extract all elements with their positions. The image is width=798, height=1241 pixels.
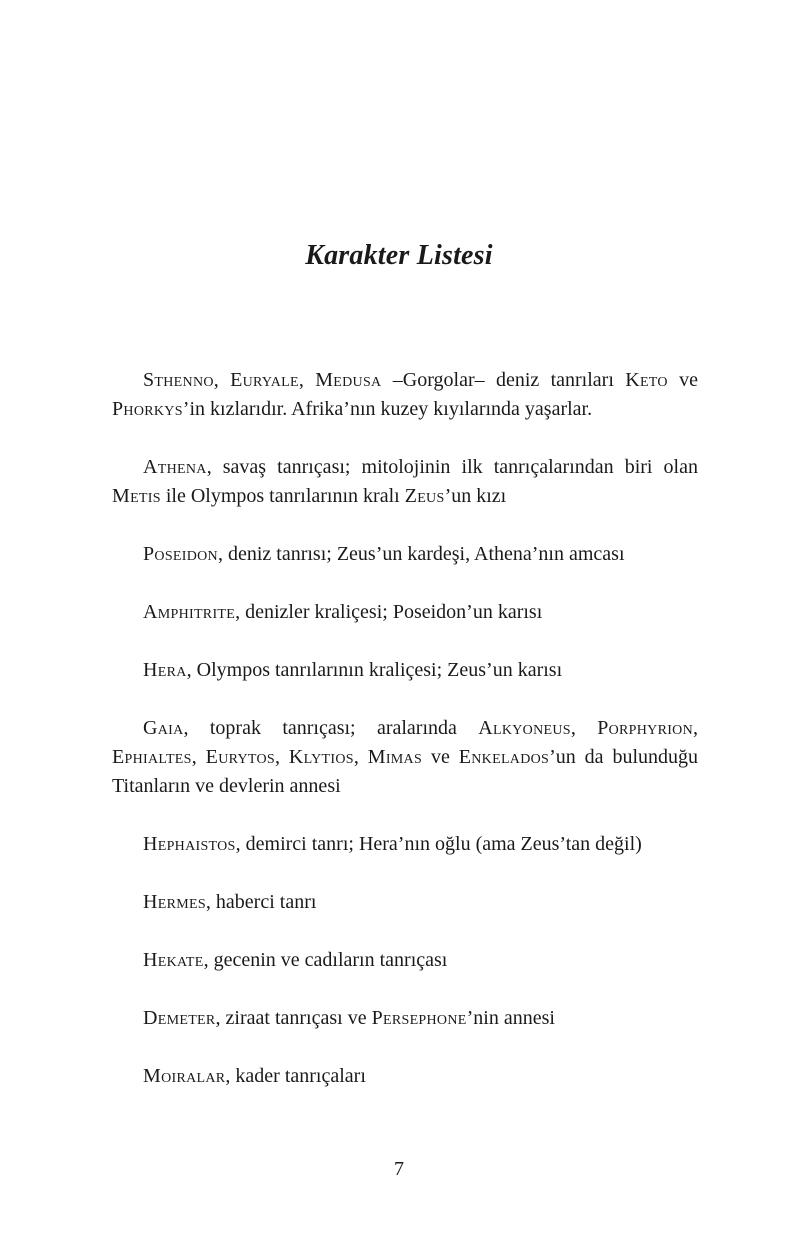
entry-text: , (274, 746, 289, 768)
entry-text: ile Olympos tanrılarının kralı (160, 485, 405, 507)
character-name: Ephialtes (112, 746, 192, 768)
character-name: Amphitrite (143, 601, 236, 623)
character-name: Alkyoneus (478, 717, 571, 739)
character-name: Hera (143, 659, 187, 681)
character-entry (112, 946, 698, 975)
character-name: Zeus (404, 485, 445, 507)
entry-text: , denizler kraliçesi; Poseidon’un karısı (235, 601, 543, 623)
entry-text: ’un da bulunduğu Titanların ve devlerin annesi (112, 746, 699, 797)
entry-text: , toprak tanrıçası; aralarında (183, 717, 479, 739)
entry-text: , gecenin ve cadıların tanrıçası (203, 949, 448, 971)
character-list (112, 366, 698, 1091)
entry-text: ve (667, 369, 699, 391)
character-name: Keto (625, 369, 668, 391)
character-name: Enkelados (458, 746, 550, 768)
entry-text: , Olympos tanrılarının kraliçesi; Zeus’un karısı (186, 659, 563, 681)
character-entry (112, 1062, 698, 1091)
entry-text: ve (422, 746, 459, 768)
character-name: Athena (143, 456, 207, 478)
entry-text: , (353, 746, 368, 768)
entry-text: ’nin annesi (466, 1007, 555, 1029)
character-name: Porphyrion (597, 717, 693, 739)
entry-text: , haberci tanrı (205, 891, 317, 913)
character-entry (112, 540, 698, 569)
character-name: Mimas (367, 746, 423, 768)
character-name: Euryale (230, 369, 299, 391)
character-name: Sthenno (143, 369, 214, 391)
entry-text: , (298, 369, 316, 391)
entry-text: , (693, 717, 698, 739)
character-name: Medusa (315, 369, 382, 391)
character-name: Gaia (143, 717, 184, 739)
entry-text: , deniz tanrısı; Zeus’un kardeşi, Athena’nın amcası (217, 543, 625, 565)
entry-text: , (213, 369, 231, 391)
character-name: Hekate (143, 949, 204, 971)
character-name: Eurytos (205, 746, 275, 768)
character-entry (112, 830, 698, 859)
entry-text: , savaş tanrıçası; mitolojinin ilk tanrıçalarından biri olan (206, 456, 698, 478)
entry-text: , demirci tanrı; Hera’nın oğlu (ama Zeus’tan değil) (235, 833, 642, 855)
character-entry (112, 453, 698, 511)
character-name: Phorkys (112, 398, 183, 420)
character-entry (112, 656, 698, 685)
entry-text: ’in kızlarıdır. Afrika’nın kuzey kıyılarında yaşarlar. (182, 398, 593, 420)
entry-text: , ziraat tanrıçası ve (215, 1007, 372, 1029)
character-name: Hephaistos (143, 833, 236, 855)
character-name: Poseidon (143, 543, 218, 565)
entry-text: –Gorgolar– deniz tanrıları (381, 369, 626, 391)
entry-text: , (570, 717, 598, 739)
page-number: 7 (394, 1158, 404, 1180)
character-entry (112, 598, 698, 627)
character-name: Moiralar (143, 1065, 226, 1087)
entry-text: , (191, 746, 206, 768)
character-name: Hermes (143, 891, 206, 913)
character-name: Metis (112, 485, 161, 507)
character-entry (112, 1004, 698, 1033)
entry-text: ’un kızı (444, 485, 507, 507)
entry-text: , kader tanrıçaları (225, 1065, 366, 1087)
character-entry (112, 366, 698, 424)
character-entry (112, 888, 698, 917)
character-name: Persephone (371, 1007, 467, 1029)
character-name: Demeter (143, 1007, 216, 1029)
character-entry (112, 714, 698, 801)
page-title: Karakter Listesi (305, 240, 493, 271)
character-name: Klytios (288, 746, 354, 768)
